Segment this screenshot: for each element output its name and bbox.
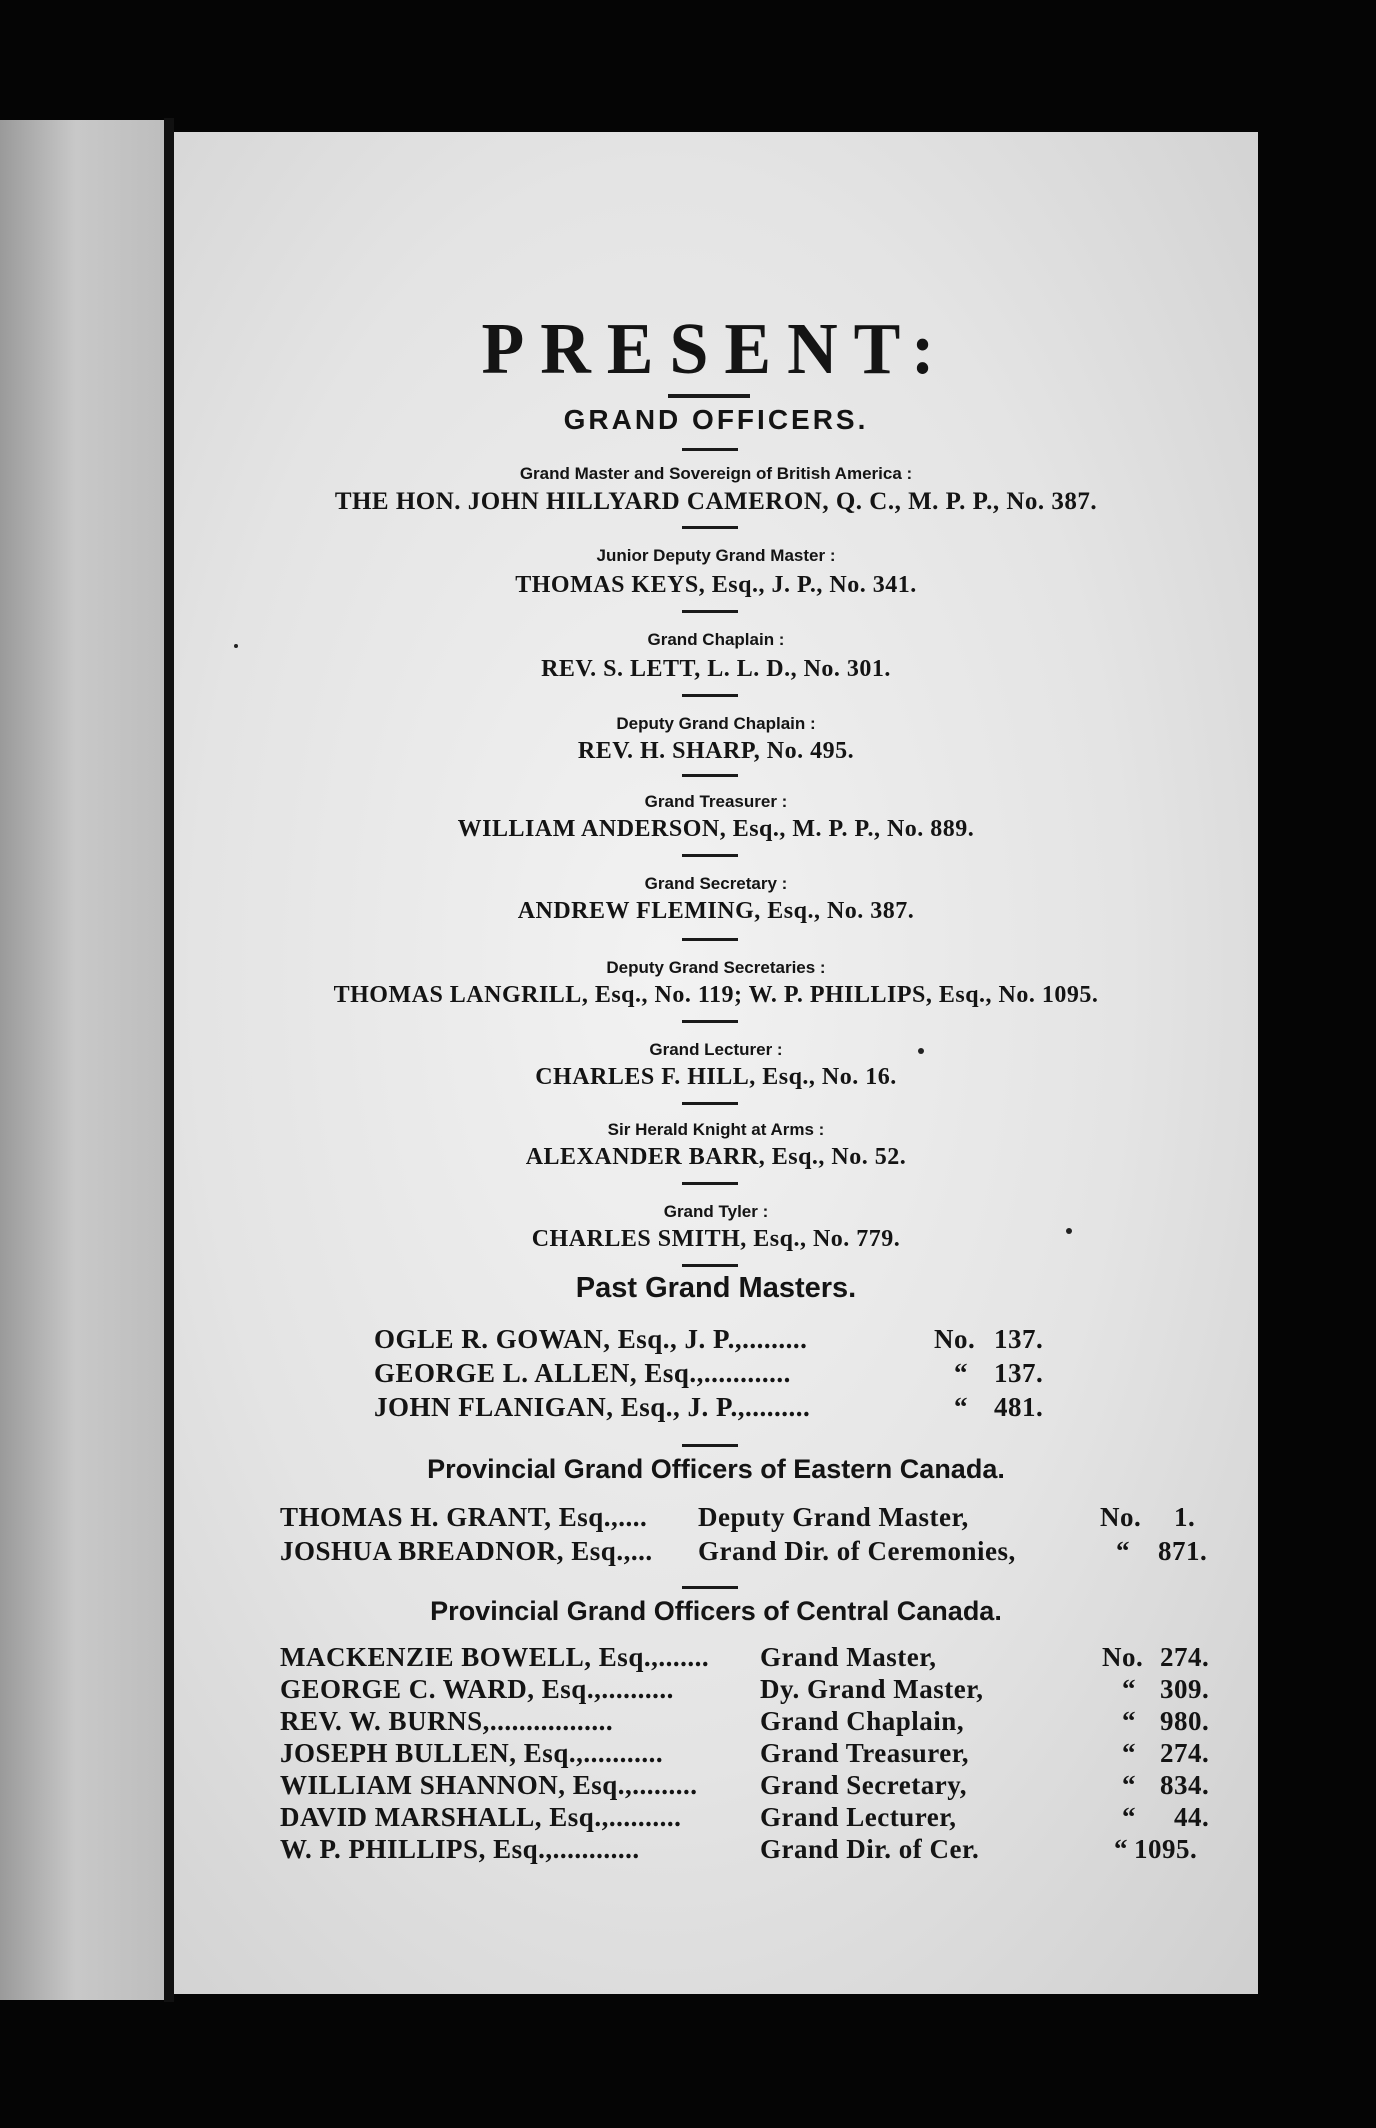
member-name: MACKENZIE BOWELL, Esq.,.......	[280, 1642, 710, 1672]
table-row	[280, 1802, 1240, 1834]
member-name: DAVID MARSHALL, Esq.,..........	[280, 1802, 682, 1832]
officer-rule	[682, 1264, 738, 1267]
officer-name: THOMAS KEYS, Esq., J. P., No. 341.	[515, 572, 917, 598]
ditto-mark: “	[1122, 1802, 1136, 1832]
member-name: W. P. PHILLIPS, Esq.,............	[280, 1834, 640, 1864]
office-title: Grand Secretary,	[760, 1770, 967, 1800]
member-name: JOSEPH BULLEN, Esq.,...........	[280, 1738, 664, 1768]
office-title: Grand Dir. of Ceremonies,	[698, 1536, 1016, 1566]
officer-name: REV. H. SHARP, No. 495.	[577, 738, 855, 764]
previous-page-edge	[0, 120, 168, 2000]
ditto-mark: No.	[934, 1324, 976, 1354]
scan-speck	[918, 1048, 924, 1054]
table-row	[280, 1536, 1240, 1570]
scan-speck	[1066, 1228, 1072, 1234]
member-name: JOHN FLANIGAN, Esq., J. P.,.........	[374, 1392, 811, 1422]
ditto-mark: “	[1116, 1536, 1130, 1566]
lodge-number: 137.	[994, 1324, 1044, 1354]
officer-name: WILLIAM ANDERSON, Esq., M. P. P., No. 889.	[457, 816, 975, 842]
officer-rule	[682, 610, 738, 613]
office-title: Deputy Grand Master,	[698, 1502, 969, 1532]
lodge-number: 309.	[1160, 1674, 1210, 1704]
member-name: GEORGE L. ALLEN, Esq.,............	[374, 1358, 791, 1388]
ditto-mark: “	[1122, 1770, 1136, 1800]
officer-title: Sir Herald Knight at Arms :	[607, 1120, 825, 1139]
table-row	[374, 1324, 1214, 1358]
central-canada-heading: Provincial Grand Officers of Central Canada.	[430, 1596, 1002, 1626]
member-name: THOMAS H. GRANT, Esq.,....	[280, 1502, 648, 1532]
officer-rule	[682, 854, 738, 857]
document-page	[174, 132, 1258, 1994]
officer-name: CHARLES F. HILL, Esq., No. 16.	[535, 1064, 897, 1090]
officer-title: Deputy Grand Secretaries :	[606, 958, 826, 977]
lodge-number: 481.	[994, 1392, 1044, 1422]
ditto-mark: “	[1122, 1738, 1136, 1768]
officer-rule	[682, 1182, 738, 1185]
office-title: Grand Treasurer,	[760, 1738, 970, 1768]
officer-rule	[682, 774, 738, 777]
lodge-number: 980.	[1160, 1706, 1210, 1736]
office-title: Grand Dir. of Cer.	[760, 1834, 980, 1864]
ditto-mark: “	[954, 1392, 968, 1422]
officer-name: CHARLES SMITH, Esq., No. 779.	[531, 1226, 901, 1252]
eastern-canada-heading: Provincial Grand Officers of Eastern Canada.	[427, 1454, 1005, 1484]
officer-name: ANDREW FLEMING, Esq., No. 387.	[517, 898, 915, 924]
officer-name: THE HON. JOHN HILLYARD CAMERON, Q. C., M. P. P., No. 387.	[334, 488, 1098, 515]
lodge-number: 274.	[1160, 1738, 1210, 1768]
table-row	[280, 1834, 1240, 1866]
ditto-mark: “	[1122, 1706, 1136, 1736]
lodge-number: 834.	[1160, 1770, 1210, 1800]
office-title: Dy. Grand Master,	[760, 1674, 984, 1704]
officer-title: Grand Master and Sovereign of British America :	[519, 464, 913, 483]
table-row	[280, 1674, 1240, 1706]
table-row	[374, 1358, 1214, 1392]
ditto-mark: No.	[1100, 1502, 1142, 1532]
binding-gutter-line	[164, 118, 174, 2002]
officer-rule	[682, 1102, 738, 1105]
lodge-number: 1.	[1174, 1502, 1196, 1532]
lodge-number: 44.	[1174, 1802, 1210, 1832]
section-rule	[682, 1444, 738, 1447]
member-name: JOSHUA BREADNOR, Esq.,...	[280, 1536, 653, 1566]
officer-title: Grand Lecturer :	[649, 1040, 783, 1059]
office-title: Grand Chaplain,	[760, 1706, 965, 1736]
officer-rule	[682, 1020, 738, 1023]
table-row	[280, 1706, 1240, 1738]
officer-title: Deputy Grand Chaplain :	[616, 714, 816, 733]
member-name: REV. W. BURNS,.................	[280, 1706, 614, 1736]
grand-officers-heading: GRAND OFFICERS.	[563, 404, 869, 435]
office-title: Grand Master,	[760, 1642, 937, 1672]
officer-name: THOMAS LANGRILL, Esq., No. 119; W. P. PHILLIPS, Esq., No. 1095.	[333, 982, 1099, 1008]
officer-title: Grand Tyler :	[663, 1202, 769, 1221]
lodge-number: 274.	[1160, 1642, 1210, 1672]
ditto-mark: “	[954, 1358, 968, 1388]
officer-rule	[682, 694, 738, 697]
officer-rule	[682, 938, 738, 941]
ditto-mark: No.	[1102, 1642, 1144, 1672]
table-row	[280, 1502, 1240, 1536]
section-rule	[682, 1586, 738, 1589]
ditto-mark: “	[1114, 1834, 1128, 1864]
officer-title: Grand Secretary :	[644, 874, 788, 893]
section-rule	[682, 448, 738, 451]
table-row	[280, 1770, 1240, 1802]
officer-rule	[682, 526, 738, 529]
officer-name: ALEXANDER BARR, Esq., No. 52.	[525, 1144, 907, 1170]
page-title: PRESENT:	[481, 309, 951, 390]
lodge-number: 1095.	[1134, 1834, 1198, 1864]
lodge-number: 871.	[1158, 1536, 1208, 1566]
officer-title: Grand Chaplain :	[647, 630, 785, 649]
table-row	[374, 1392, 1214, 1426]
past-grand-masters-heading: Past Grand Masters.	[575, 1272, 857, 1304]
member-name: WILLIAM SHANNON, Esq.,.........	[280, 1770, 698, 1800]
title-rule	[668, 394, 750, 398]
lodge-number: 137.	[994, 1358, 1044, 1388]
officer-title: Junior Deputy Grand Master :	[596, 546, 836, 565]
member-name: GEORGE C. WARD, Esq.,..........	[280, 1674, 674, 1704]
officer-name: REV. S. LETT, L. L. D., No. 301.	[541, 656, 891, 682]
table-row	[280, 1738, 1240, 1770]
table-row	[280, 1642, 1240, 1674]
office-title: Grand Lecturer,	[760, 1802, 957, 1832]
ditto-mark: “	[1122, 1674, 1136, 1704]
officer-title: Grand Treasurer :	[644, 792, 788, 811]
member-name: OGLE R. GOWAN, Esq., J. P.,.........	[374, 1324, 808, 1354]
scan-speck	[234, 644, 238, 648]
